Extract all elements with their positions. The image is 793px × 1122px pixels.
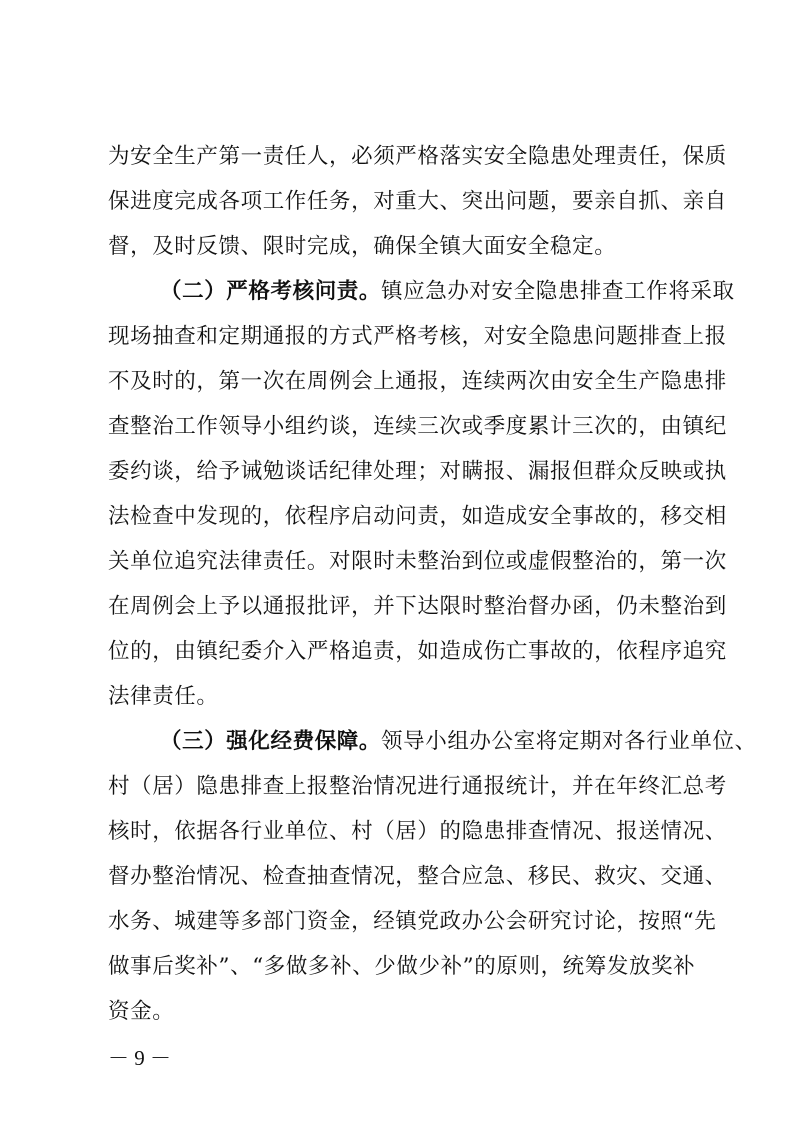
page-number: － 9 － <box>108 1046 171 1070</box>
text-line: 不及时的，第一次在周例会上通报，连续两次由安全生产隐患排 <box>108 369 727 394</box>
paragraph-first-line <box>160 727 757 757</box>
text-run: 镇应急办对安全隐患排查工作将采取 <box>381 279 735 304</box>
text-line: 督办整治情况、检查抽查情况，整合应急、移民、救灾、交通、 <box>108 864 727 889</box>
text-line: 资金。 <box>108 999 175 1024</box>
text-line: 关单位追究法律责任。对限时未整治到位或虚假整治的，第一次 <box>108 549 727 574</box>
section-heading: （二）严格考核问责。 <box>160 279 382 304</box>
text-line: 做事后奖补”、“多做多补、少做少补”的原则，统筹发放奖补 <box>108 954 696 979</box>
text-line: 查整治工作领导小组约谈，连续三次或季度累计三次的，由镇纪 <box>108 414 727 439</box>
text-line: 法检查中发现的，依程序启动问责，如造成安全事故的，移交相 <box>108 504 727 529</box>
text-line: 法律责任。 <box>108 684 219 709</box>
text-line: 现场抽查和定期通报的方式严格考核，对安全隐患问题排查上报 <box>108 324 727 349</box>
text-line: 村（居）隐患排查上报整治情况进行通报统计，并在年终汇总考 <box>108 774 727 799</box>
text-line: 在周例会上予以通报批评，并下达限时整治督办函，仍未整治到 <box>108 594 727 619</box>
text-line: 保进度完成各项工作任务，对重大、突出问题，要亲自抓、亲自 <box>108 189 727 214</box>
text-line: 位的，由镇纪委介入严格追责，如造成伤亡事故的，依程序追究 <box>108 639 727 664</box>
text-line: 核时，依据各行业单位、村（居）的隐患排查情况、报送情况、 <box>108 819 727 844</box>
text-line: 为安全生产第一责任人，必须严格落实安全隐患处理责任，保质 <box>108 144 727 169</box>
paragraph-first-line <box>160 277 735 307</box>
text-line: 督，及时反馈、限时完成，确保全镇大面安全稳定。 <box>108 234 617 259</box>
text-run: 领导小组办公室将定期对各行业单位、 <box>381 729 757 754</box>
text-line: 水务、城建等多部门资金，经镇党政办公会研究讨论，按照“先 <box>108 909 717 934</box>
section-heading: （三）强化经费保障。 <box>160 729 382 754</box>
text-line: 委约谈，给予诫勉谈话纪律处理；对瞒报、漏报但群众反映或执 <box>108 459 727 484</box>
